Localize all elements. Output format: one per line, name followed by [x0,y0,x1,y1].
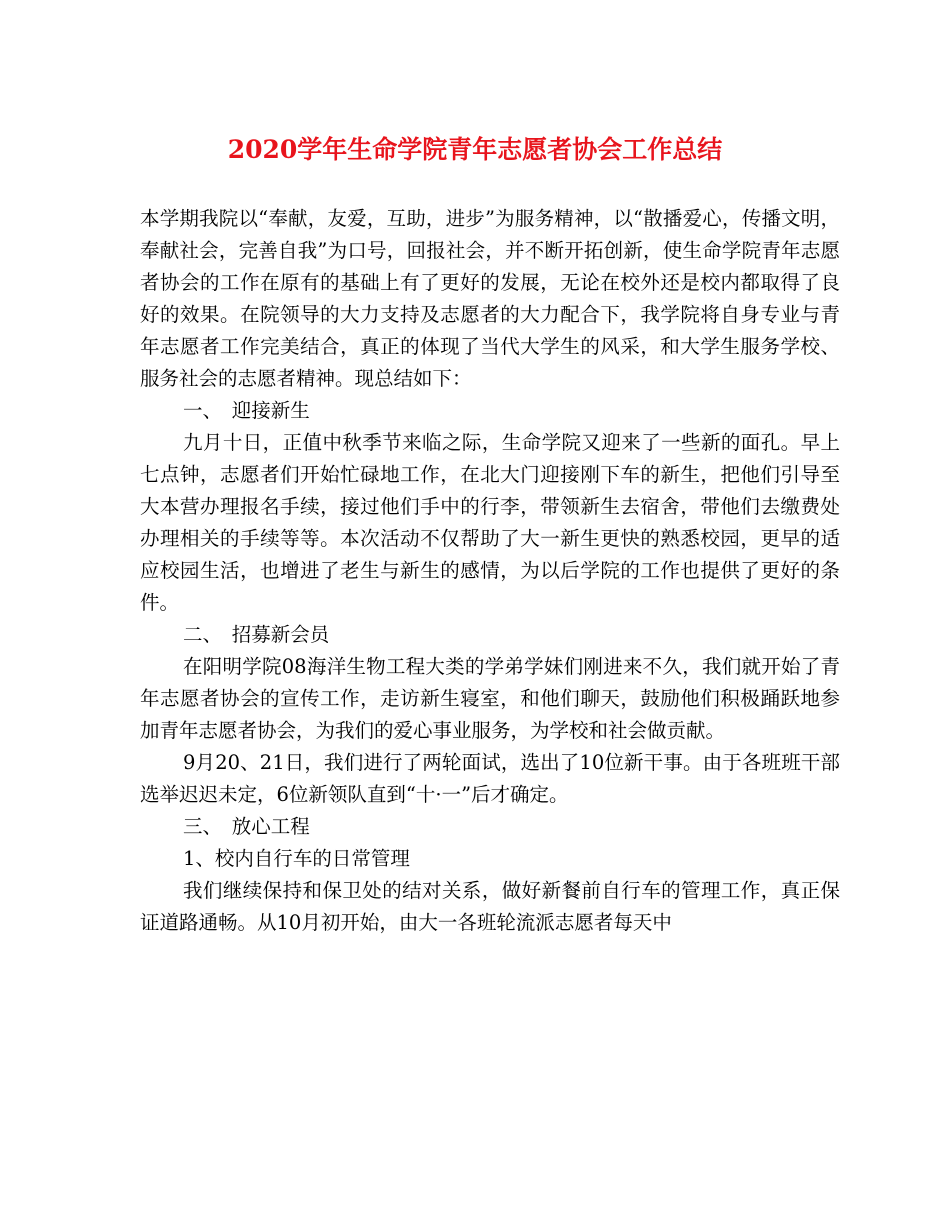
section-2-paragraph-2: 9月20、21日，我们进行了两轮面试，选出了10位新干事。由于各班班干部选举迟迟未定，6位新领队直到“十·一”后才确定。 [140,751,840,806]
document-body [140,203,840,939]
section-1-paragraph: 九月十日，正值中秋季节来临之际，生命学院又迎来了一些新的面孔。早上七点钟，志愿者们开始忙碌地工作，在北大门迎接刚下车的新生，把他们引导至大本营办理报名手续，接过他们手中的行李，带领新生去宿舍，带他们去缴费处办理相关的手续等等。本次活动不仅帮助了大一新生更快的熟悉校园，更早的适应校园生活，也增进了老生与新生的感情，为以后学院的工作也提供了更好的条件。 [140,431,840,614]
section-heading-1: 一、 迎接新生 [183,399,310,422]
section-3-paragraph-1: 我们继续保持和保卫处的结对关系，做好新餐前自行车的管理工作，真正保证道路通畅。从10月初开始，由大一各班轮流派志愿者每天中 [140,879,840,934]
section-heading-3: 三、 放心工程 [183,815,310,838]
intro-paragraph: 本学期我院以“奉献，友爱，互助，进步”为服务精神，以“散播爱心，传播文明，奉献社会，完善自我”为口号，回报社会，并不断开拓创新，使生命学院青年志愿者协会的工作在原有的基础上有了更好的发展，无论在校外还是校内都取得了良好的效果。在院领导的大力支持及志愿者的大力配合下，我学院将自身专业与青年志愿者工作完美结合，真正的体现了当代大学生的风采，和大学生服务学校、服务社会的志愿者精神。现总结如下： [140,207,840,390]
subsection-heading-3-1: 1、校内自行车的日常管理 [183,847,410,870]
document-title: 2020学年生命学院青年志愿者协会工作总结 [227,135,723,164]
section-heading-2: 二、 招募新会员 [183,623,330,646]
section-2-paragraph-1: 在阳明学院08海洋生物工程大类的学弟学妹们刚进来不久，我们就开始了青年志愿者协会的宣传工作，走访新生寝室，和他们聊天，鼓励他们积极踊跃地参加青年志愿者协会，为我们的爱心事业服务，为学校和社会做贡献。 [140,655,840,742]
